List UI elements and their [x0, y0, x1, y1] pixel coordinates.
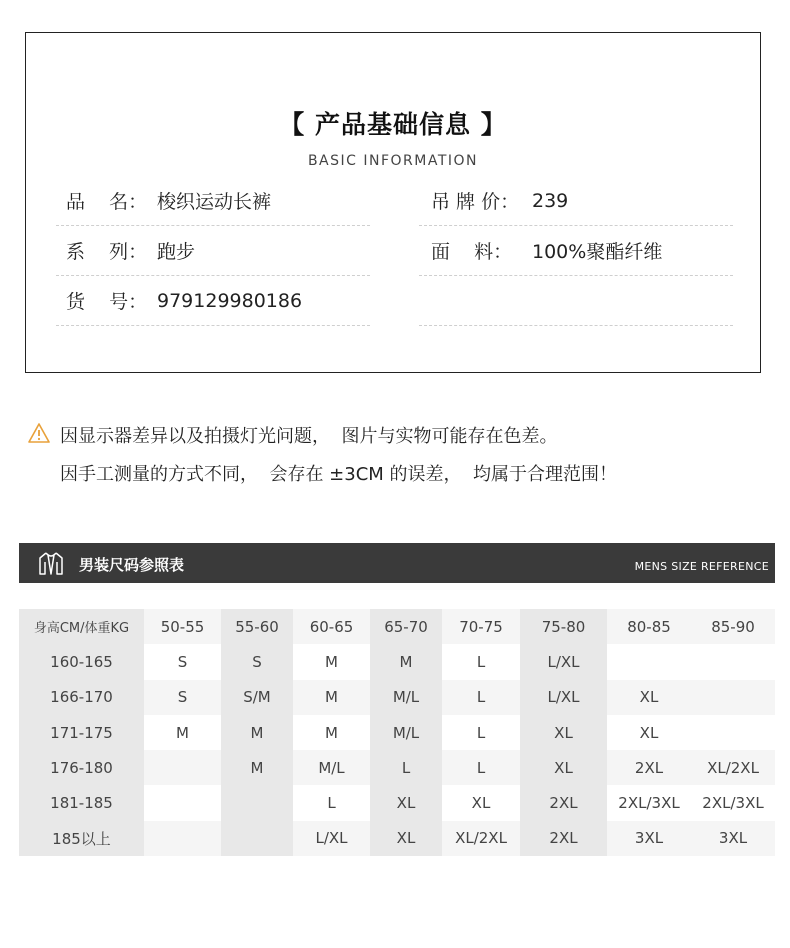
height-cell: 171-175	[19, 715, 144, 750]
size-cell: 3XL	[607, 821, 691, 856]
table-row	[19, 644, 775, 679]
size-cell: L	[442, 750, 520, 785]
hanger-shirt-icon	[37, 551, 65, 576]
info-label: 面 料：	[431, 241, 513, 263]
size-table	[19, 609, 775, 856]
info-label: 品 名：	[66, 191, 148, 213]
size-cell: M	[293, 680, 370, 715]
weight-header: 80-85	[607, 609, 691, 644]
info-row-fabric	[419, 226, 733, 276]
size-cell: M	[370, 644, 442, 679]
table-header-row	[19, 609, 775, 644]
size-cell	[221, 821, 293, 856]
table-corner-label: 身高CM/体重KG	[19, 609, 144, 644]
table-row	[19, 680, 775, 715]
size-cell: L/XL	[293, 821, 370, 856]
info-label: 系 列：	[66, 241, 148, 263]
size-cell: XL	[520, 715, 607, 750]
info-subtitle: BASIC INFORMATION	[307, 153, 479, 169]
size-cell: L	[442, 680, 520, 715]
size-cell: XL	[370, 821, 442, 856]
info-label: 吊 牌 价：	[431, 191, 520, 213]
warning-triangle-icon	[28, 422, 50, 444]
size-cell: M	[293, 644, 370, 679]
size-cell: M	[293, 715, 370, 750]
size-cell: L	[370, 750, 442, 785]
info-row-item-number	[56, 276, 370, 326]
height-cell: 185以上	[19, 821, 144, 856]
size-cell: 2XL	[520, 785, 607, 820]
size-cell: XL	[442, 785, 520, 820]
size-cell: L/XL	[520, 644, 607, 679]
size-cell: XL	[520, 750, 607, 785]
table-row	[19, 750, 775, 785]
info-value: 梭织运动长裤	[157, 191, 272, 213]
size-cell: L/XL	[520, 680, 607, 715]
size-cell: S	[144, 680, 221, 715]
size-cell: S	[144, 644, 221, 679]
size-cell	[221, 785, 293, 820]
size-cell: L	[442, 715, 520, 750]
height-cell: 166-170	[19, 680, 144, 715]
size-cell: XL/2XL	[691, 750, 775, 785]
size-cell: S	[221, 644, 293, 679]
size-cell: 2XL	[520, 821, 607, 856]
size-cell: L	[442, 644, 520, 679]
info-value: 239	[532, 189, 569, 212]
size-chart-subtitle: MENS SIZE REFERENCE	[634, 560, 769, 573]
size-cell: M	[144, 715, 221, 750]
size-cell: M/L	[293, 750, 370, 785]
size-cell: XL	[607, 680, 691, 715]
info-value: 100%聚酯纤维	[532, 241, 663, 263]
size-cell	[144, 821, 221, 856]
size-cell: M	[221, 715, 293, 750]
size-cell: L	[293, 785, 370, 820]
weight-header: 50-55	[144, 609, 221, 644]
weight-header: 55-60	[221, 609, 293, 644]
info-row-series	[56, 226, 370, 276]
info-title: 【 产品基础信息 】	[279, 110, 507, 139]
height-cell: 176-180	[19, 750, 144, 785]
size-cell	[691, 644, 775, 679]
info-value: 979129980186	[157, 289, 303, 312]
table-row	[19, 821, 775, 856]
size-cell: 3XL	[691, 821, 775, 856]
weight-header: 70-75	[442, 609, 520, 644]
size-cell	[691, 715, 775, 750]
size-cell: 2XL/3XL	[691, 785, 775, 820]
weight-header: 85-90	[691, 609, 775, 644]
weight-header: 75-80	[520, 609, 607, 644]
notice-line-2: 因手工测量的方式不同， 会存在 ±3CM 的误差， 均属于合理范围！	[60, 464, 617, 485]
size-chart-header	[19, 543, 775, 583]
size-cell: 2XL/3XL	[607, 785, 691, 820]
size-chart-title: 男装尺码参照表	[79, 556, 185, 574]
size-cell: M/L	[370, 715, 442, 750]
size-cell	[144, 750, 221, 785]
table-row	[19, 715, 775, 750]
info-row-empty	[419, 276, 733, 326]
info-value: 跑步	[157, 241, 196, 263]
info-label: 货 号：	[66, 291, 148, 313]
size-cell	[691, 680, 775, 715]
height-cell: 181-185	[19, 785, 144, 820]
table-row	[19, 785, 775, 820]
size-cell: XL	[607, 715, 691, 750]
weight-header: 65-70	[370, 609, 442, 644]
size-cell: XL/2XL	[442, 821, 520, 856]
weight-header: 60-65	[293, 609, 370, 644]
size-cell: S/M	[221, 680, 293, 715]
size-cell	[144, 785, 221, 820]
size-cell	[607, 644, 691, 679]
size-cell: M	[221, 750, 293, 785]
notice-line-1: 因显示器差异以及拍摄灯光问题， 图片与实物可能存在色差。	[60, 426, 558, 447]
info-row-name	[56, 176, 370, 226]
height-cell: 160-165	[19, 644, 144, 679]
size-cell: 2XL	[607, 750, 691, 785]
size-cell: XL	[370, 785, 442, 820]
info-row-price	[419, 176, 733, 226]
size-cell: M/L	[370, 680, 442, 715]
